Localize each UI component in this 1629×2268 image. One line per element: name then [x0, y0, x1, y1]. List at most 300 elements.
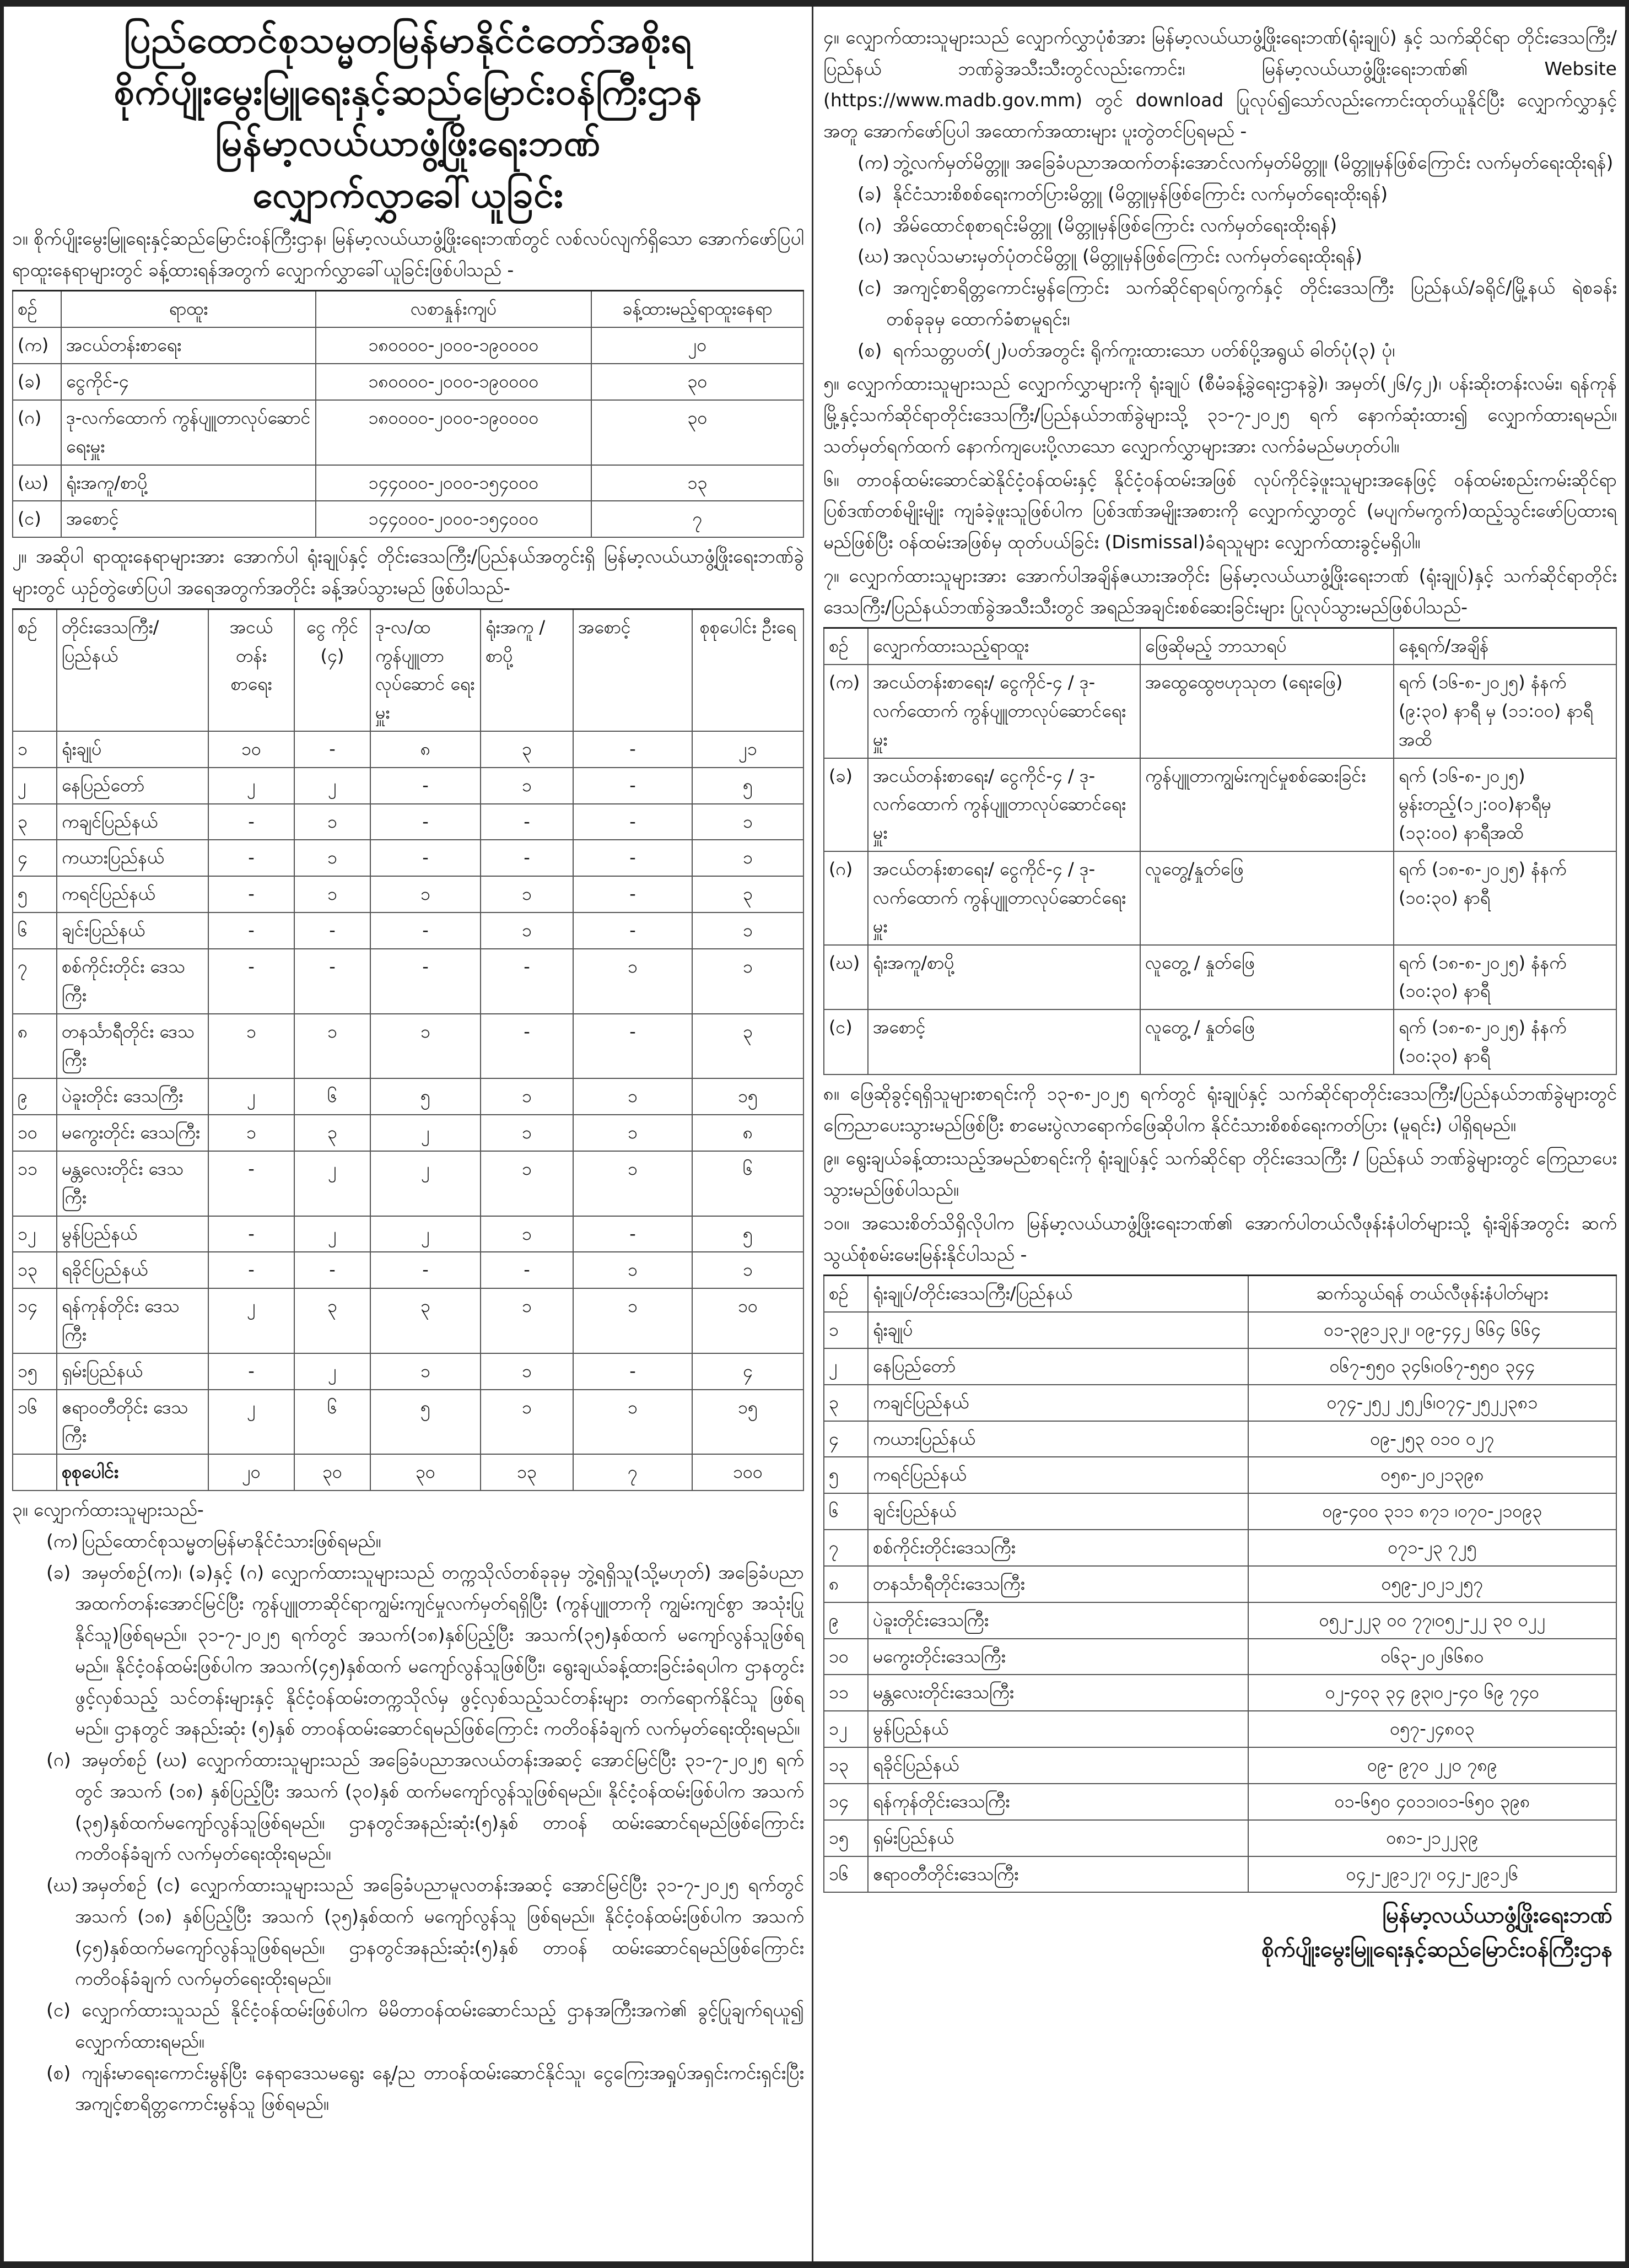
- cell: ၆: [294, 1078, 370, 1115]
- col-total: စုစုပေါင်း ဦးရေ: [692, 609, 803, 731]
- cell: ၂: [370, 1151, 481, 1216]
- col-cashier: ငွေ ကိုင် (၄): [294, 609, 370, 731]
- table-row: [824, 851, 1616, 944]
- cell: စစ်ကိုင်းတိုင်း ဒေသကြီး: [57, 949, 208, 1014]
- cell: ရခိုင်ပြည်နယ်: [57, 1252, 208, 1288]
- cell: ၈: [13, 1014, 57, 1079]
- cell: ၃: [824, 1385, 868, 1421]
- cell: ၁: [573, 1078, 692, 1115]
- table-row: [13, 1014, 803, 1079]
- cell: မွန်ပြည်နယ်: [57, 1216, 208, 1252]
- table-row: [824, 1385, 1616, 1421]
- cell: -: [573, 1014, 692, 1079]
- cell: ၁: [573, 949, 692, 1014]
- cell: ၁: [573, 1390, 692, 1455]
- cell: ၁၁: [824, 1675, 868, 1711]
- cell: ကယားပြည်နယ်: [57, 840, 208, 876]
- cell: ၃: [294, 1288, 370, 1353]
- cell: -: [208, 949, 294, 1014]
- cell: ကွန်ပျူတာကျွမ်းကျင်မှုစစ်ဆေးခြင်း: [1140, 758, 1394, 851]
- table-header-row: [13, 609, 803, 731]
- table-row: [13, 465, 803, 501]
- table-row: [13, 804, 803, 840]
- table-row: [13, 1390, 803, 1455]
- table-row: [824, 1009, 1616, 1074]
- cell: ၁: [481, 1353, 573, 1390]
- cell: ၁၀: [692, 1288, 803, 1353]
- cell: -: [208, 912, 294, 949]
- cell: ၂: [208, 768, 294, 804]
- cell: ၆: [692, 1151, 803, 1216]
- cell: ချင်းပြည်နယ်: [57, 912, 208, 949]
- col-no: စဉ်: [13, 609, 57, 731]
- cell: ၄: [824, 1421, 868, 1457]
- cell: ၁: [692, 840, 803, 876]
- cell: ရက် (၁၈-၈-၂၀၂၅) နံနက် (၁၀:၃၀) နာရီ: [1394, 1009, 1616, 1074]
- cell: ၂: [370, 1115, 481, 1151]
- cell: ၃: [13, 804, 57, 840]
- cell: အငယ်တန်းစာရေး/ ငွေကိုင်-၄ / ဒု-လက်ထောက် ကွန်ပျူတာလုပ်ဆောင်ရေးမှူး: [868, 758, 1140, 851]
- cell: ရန်ကုန်တိုင်း ဒေသကြီး: [57, 1288, 208, 1353]
- cell: ကချင်ပြည်နယ်: [57, 804, 208, 840]
- cell: ၀၉-၂၅၃ ၀၁၀ ၀၂၇: [1248, 1421, 1616, 1457]
- cell: ၁: [692, 949, 803, 1014]
- table-row: [824, 1784, 1616, 1820]
- cell: ၁၂: [824, 1711, 868, 1747]
- cell: ရန်ကုန်တိုင်းဒေသကြီး: [868, 1784, 1248, 1820]
- cell: ၀၉-၄၀၀ ၃၁၁ ၈၇၁ ၊၀၇၀-၂၁၀၉၃: [1248, 1493, 1616, 1530]
- table-row: [13, 1078, 803, 1115]
- section-3-heading: ၃။ လျှောက်ထားသူများသည်-: [12, 1499, 204, 1521]
- col-no: စဉ်: [824, 628, 868, 665]
- item-marker: (ခ): [857, 182, 882, 204]
- cell: ချင်းပြည်နယ်: [868, 1493, 1248, 1530]
- cell: ရှမ်းပြည်နယ်: [57, 1353, 208, 1390]
- table-row: [824, 1530, 1616, 1566]
- cell: ၁: [573, 1115, 692, 1151]
- list-item: [852, 210, 1617, 241]
- cell: ၁: [294, 876, 370, 912]
- col-office-helper: ရုံးအကူ /စာပို့: [481, 609, 573, 731]
- table-total-row: [13, 1454, 803, 1491]
- cell: ရက် (၁၈-၈-၂၀၂၅) နံနက် (၁၀:၃၀) နာရီ: [1394, 851, 1616, 944]
- cell: လူတွေ့ / နှုတ်ဖြေ: [1140, 945, 1394, 1010]
- cell: ၃: [692, 876, 803, 912]
- item-text: လျှောက်ထားသူသည် နိုင်ငံ့ဝန်ထမ်းဖြစ်ပါက မိမိတာဝန်ထမ်းဆောင်သည့် ဌာနအကြီးအကဲ၏ ခွင့်ပြုချက်ရယူ၍ လျှောက်ထားရမည်။: [75, 1999, 804, 2052]
- cell: -: [573, 768, 692, 804]
- cell: -: [573, 840, 692, 876]
- cell: ၄: [13, 840, 57, 876]
- table-row: [13, 501, 803, 537]
- col-position: ရာထူး: [61, 291, 316, 327]
- col-applied-position: လျှောက်ထားသည့်ရာထူး: [868, 628, 1140, 665]
- cell: ၁၈၀၀၀၀-၂၀၀၀-၁၉၀၀၀၀: [316, 327, 591, 364]
- right-column: [816, 7, 1625, 2261]
- cell: ၈: [824, 1566, 868, 1602]
- cell: ၀၆၇-၅၅၀ ၃၄၆၊၀၆၇-၅၅၀ ၃၄၄: [1248, 1348, 1616, 1385]
- cell: ၇: [13, 949, 57, 1014]
- cell: ၁: [13, 731, 57, 768]
- cell: -: [208, 1252, 294, 1288]
- table-row: [824, 1348, 1616, 1385]
- cell: ၁၃: [481, 1454, 573, 1491]
- cell: (င): [13, 501, 61, 537]
- cell: ၁၃: [13, 1252, 57, 1288]
- left-column: [4, 7, 813, 2261]
- cell: ၇: [591, 501, 803, 537]
- cell: လူတွေ့/နှုတ်ဖြေ: [1140, 851, 1394, 944]
- cell: နေပြည်တော်: [868, 1348, 1248, 1385]
- cell: ၂: [294, 768, 370, 804]
- signature-bank: မြန်မာ့လယ်ယာဖွံ့ဖြိုးရေးဘဏ်: [1382, 1903, 1612, 1929]
- cell: ၁: [294, 840, 370, 876]
- cell: ၀၉- ၉၇၀ ၂၂၀ ၇၈၉: [1248, 1747, 1616, 1784]
- table-row: [13, 327, 803, 364]
- cell: -: [208, 1216, 294, 1252]
- exam-schedule-table: [823, 627, 1617, 1075]
- cell: ၁၅: [692, 1390, 803, 1455]
- cell: ၀၇၄-၂၅၂ ၂၅၂၆၊၀၇၄-၂၅၂၂၃၈၁: [1248, 1385, 1616, 1421]
- table-row: [824, 1566, 1616, 1602]
- cell: -: [573, 731, 692, 768]
- cell: ၃၀: [370, 1454, 481, 1491]
- table-row: [13, 768, 803, 804]
- item-text: နိုင်ငံသားစိစစ်ရေးကတ်ပြားမိတ္တူ (မိတ္တူမှန်ဖြစ်ကြောင်း လက်မှတ်ရေးထိုးရန်): [893, 182, 1388, 204]
- list-item: [852, 241, 1617, 272]
- cell: ၁၃: [824, 1747, 868, 1784]
- cell: ၁၁: [13, 1151, 57, 1216]
- cell: ၀၅၉-၂၀၂၁၂၅၇: [1248, 1566, 1616, 1602]
- cell: ရက် (၁၈-၈-၂၀၂၅) နံနက် (၁၀:၃၀) နာရီ: [1394, 945, 1616, 1010]
- cell: နေပြည်တော်: [57, 768, 208, 804]
- item-marker: (ဃ): [857, 245, 889, 267]
- section-4-items: [823, 147, 1617, 366]
- table-row: [824, 758, 1616, 851]
- cell: ၁၈၀၀၀၀-၂၀၀၀-၁၉၀၀၀၀: [316, 364, 591, 400]
- table-row: [13, 1216, 803, 1252]
- cell: -: [481, 804, 573, 840]
- table-row: [13, 364, 803, 400]
- cell: တနင်္သာရီတိုင်းဒေသကြီး: [868, 1566, 1248, 1602]
- cell: ၃၀: [294, 1454, 370, 1491]
- cell: ရှမ်းပြည်နယ်: [868, 1820, 1248, 1856]
- cell: တနင်္သာရီတိုင်း ဒေသကြီး: [57, 1014, 208, 1079]
- cell: လူတွေ့ / နှုတ်ဖြေ: [1140, 1009, 1394, 1074]
- cell: -: [294, 731, 370, 768]
- cell: ရက် (၁၆-၈-၂၀၂၅) မွန်းတည့်(၁၂:၀၀)နာရီမှ (၁၃:၀၀) နာရီအထိ: [1394, 758, 1616, 851]
- cell: ၁: [481, 1288, 573, 1353]
- cell: ၁၄: [824, 1784, 868, 1820]
- cell: ၈: [692, 1115, 803, 1151]
- item-text: ကျန်းမာရေးကောင်းမွန်ပြီး နေရာဒေသမရွေး နေ့/ည တာဝန်ထမ်းဆောင်နိုင်သူ၊ ငွေကြေးအရှုပ်အရှင်းကင်းရှင်းပြီး အကျင့်စာရိတ္တကောင်းမွန်သူ ဖြစ်ရမည်။: [75, 2061, 804, 2115]
- cell: ၁: [573, 1252, 692, 1288]
- cell: -: [573, 1353, 692, 1390]
- table-row: [13, 840, 803, 876]
- col-no: စဉ်: [13, 291, 61, 327]
- item-text: ရက်သတ္တပတ်(၂)ပတ်အတွင်း ရိုက်ကူးထားသော ပတ်စ်ပို့အရွယ် ဓါတ်ပုံ(၃) ပုံ၊: [893, 339, 1395, 361]
- cell: ၁: [294, 804, 370, 840]
- col-computer-operator: ဒု-လ/ထ ကွန်ပျူတာ လုပ်ဆောင် ရေးမှူး: [370, 609, 481, 731]
- table-row: [13, 1151, 803, 1216]
- cell: ပဲခူးတိုင်းဒေသကြီး: [868, 1602, 1248, 1639]
- cell: ၅: [692, 1216, 803, 1252]
- cell: -: [481, 840, 573, 876]
- cell: ၁: [481, 1151, 573, 1216]
- cell: အငယ်တန်းစာရေး/ ငွေကိုင်-၄ / ဒု-လက်ထောက် ကွန်ပျူတာလုပ်ဆောင်ရေးမှူး: [868, 665, 1140, 758]
- cell: ဧရာဝတီတိုင်းဒေသကြီး: [868, 1856, 1248, 1893]
- cell: ၂: [208, 1078, 294, 1115]
- item-marker: (င): [46, 1999, 71, 2021]
- cell: ၁၀: [824, 1639, 868, 1675]
- title-ministry: စိုက်ပျိုးမွေးမြူရေးနှင့်ဆည်မြောင်းဝန်ကြီးဌာန: [114, 70, 703, 113]
- cell: -: [370, 840, 481, 876]
- cell: ငွေကိုင်-၄: [61, 364, 316, 400]
- cell: ၁: [692, 804, 803, 840]
- cell: (ဂ): [824, 851, 868, 944]
- cell: ၁၆: [824, 1856, 868, 1893]
- item-marker: (က): [46, 1530, 79, 1552]
- section-7-text: ၇။ လျှောက်ထားသူများအား အောက်ပါအချိန်ဇယားအတိုင်း မြန်မာ့လယ်ယာဖွံ့ဖြိုးရေးဘဏ် (ရုံးချုပ်)နှင့် သက်ဆိုင်ရာတိုင်းဒေသကြီး/ပြည်နယ်ဘဏ်ခွဲအသီးသီးတွင် အရည်အချင်းစစ်ဆေးခြင်းများ ပြုလုပ်သွားမည်ဖြစ်ပါသည်-: [823, 564, 1617, 618]
- cell: ၂: [294, 1216, 370, 1252]
- col-office: ရုံးချုပ်/တိုင်းဒေသကြီး/ပြည်နယ်: [868, 1276, 1248, 1312]
- list-item: [41, 1995, 804, 2058]
- section-10-text: ၁၀။ အသေးစိတ်သိရှိလိုပါက မြန်မာ့လယ်ယာဖွံ့ဖြိုးရေးဘဏ်၏ အောက်ပါတယ်လီဖုန်းနံပါတ်များသို့ ရုံးချိန်အတွင်း ဆက်သွယ်စုံစမ်းမေးမြန်းနိုင်ပါသည် -: [823, 1212, 1617, 1265]
- cell: ၁: [370, 1353, 481, 1390]
- item-text: အိမ်ထောင်စုစာရင်းမိတ္တူ (မိတ္တူမှန်ဖြစ်ကြောင်း လက်မှတ်ရေးထိုးရန်): [893, 214, 1337, 236]
- cell: အစောင့်: [868, 1009, 1140, 1074]
- table-row: [13, 400, 803, 465]
- col-phone: ဆက်သွယ်ရန် တယ်လီဖုန်းနံပါတ်များ: [1248, 1276, 1616, 1312]
- cell: ၀၈၁-၂၁၂၂၃၉: [1248, 1820, 1616, 1856]
- cell: အစောင့်: [61, 501, 316, 537]
- cell: -: [573, 912, 692, 949]
- cell: အထွေထွေဗဟုသုတ (ရေးဖြေ): [1140, 665, 1394, 758]
- cell: ၃: [481, 731, 573, 768]
- item-marker: (စ): [46, 2061, 71, 2083]
- cell: ၁: [481, 1216, 573, 1252]
- cell: ၁၆: [13, 1390, 57, 1455]
- cell: ၂: [13, 768, 57, 804]
- table-row: [824, 1639, 1616, 1675]
- cell: ပဲခူးတိုင်း ဒေသကြီး: [57, 1078, 208, 1115]
- item-marker: (ဃ): [46, 1874, 78, 1896]
- table-row: [13, 1115, 803, 1151]
- cell: ၉: [13, 1078, 57, 1115]
- cell: ၀၅၈-၂၀၂၁၃၉၈: [1248, 1457, 1616, 1493]
- cell: ရုံးချုပ်: [57, 731, 208, 768]
- table-row: [13, 1288, 803, 1353]
- cell: မန္တလေးတိုင်း ဒေသကြီး: [57, 1151, 208, 1216]
- cell: -: [208, 1353, 294, 1390]
- cell: ၀၁-၆၅၀ ၄၀၁၁၊၀၁-၆၅၀ ၃၉၈: [1248, 1784, 1616, 1820]
- cell: ရုံးအကူ/စာပို့: [868, 945, 1140, 1010]
- cell: ကယားပြည်နယ်: [868, 1421, 1248, 1457]
- cell: ၅: [370, 1390, 481, 1455]
- table-row: [824, 1312, 1616, 1348]
- cell: ၆: [13, 912, 57, 949]
- cell: ၁: [481, 912, 573, 949]
- item-text: အမှတ်စဉ် (င) လျှောက်ထားသူများသည် အခြေခံပညာမူလတန်းအဆင့် အောင်မြင်ပြီး ၃၁-၇-၂၀၂၅ ရက်တွင် အသက် (၁၈) နှစ်ပြည့်ပြီး အသက် (၃၅)နှစ်ထက် မကျော်လွန်သူ ဖြစ်ရမည်။ နိုင်ငံ့ဝန်ထမ်းဖြစ်ပါက အသက် (၄၅)နှစ်ထက်မကျော်လွန်သူဖြစ်ရမည်။ ဌာနတွင်အနည်းဆုံး(၅)နှစ် တာဝန် ထမ်းဆောင်ရမည်ဖြစ်ကြောင်း ကတိဝန်ခံချက် လက်မှတ်ရေးထိုးရမည်။: [75, 1874, 804, 1990]
- section-5-text: ၅။ လျှောက်ထားသူများသည် လျှောက်လွှာများကို ရုံးချုပ် (စီမံခန့်ခွဲရေးဌာနခွဲ)၊ အမှတ်(၂၆/၄၂)၊ ပန်းဆိုးတန်းလမ်း၊ ရန်ကုန်မြို့နှင့်သက်ဆိုင်ရာတိုင်းဒေသကြီး/ပြည်နယ်ဘဏ်ခွဲများသို့ ၃၁-၇-၂၀၂၅ ရက် နောက်ဆုံးထား၍ လျှောက်ထားရမည်။ သတ်မှတ်ရက်ထက် နောက်ကျပေးပို့လာသော လျှောက်လွှာများအား လက်ခံမည်မဟုတ်ပါ။: [823, 372, 1617, 457]
- table-header-row: [13, 291, 803, 327]
- cell: မွန်ပြည်နယ်: [868, 1711, 1248, 1747]
- cell: -: [294, 912, 370, 949]
- cell: ရုံးအကူ/စာပို့: [61, 465, 316, 501]
- section-6-text: ၆။ တာဝန်ထမ်းဆောင်ဆဲနိုင်ငံ့ဝန်ထမ်းနှင့် နိုင်ငံ့ဝန်ထမ်းအဖြစ် လုပ်ကိုင်ခဲ့ဖူးသူများအနေဖြင့် ဝန်ထမ်းစည်းကမ်းဆိုင်ရာ ပြစ်ဒဏ်တစ်မျိုးမျိုး ကျခံခဲ့ဖူးသူဖြစ်ပါက ပြစ်ဒဏ်အမျိုးအစားကို လျှောက်လွှာတွင် (မပျက်မကွက်)ထည့်သွင်းဖော်ပြထားရမည်ဖြစ်ပြီး ဝန်ထမ်းအဖြစ်မှ ထုတ်ပယ်ခြင်း (Dismissal)ခံရသူများ လျှောက်ထားခွင့်မရှိပါ။: [823, 468, 1617, 553]
- cell: မန္တလေးတိုင်းဒေသကြီး: [868, 1675, 1248, 1711]
- cell: အငယ်တန်းစာရေး: [61, 327, 316, 364]
- cell: (က): [13, 327, 61, 364]
- list-item: [852, 335, 1617, 366]
- cell: (ခ): [13, 364, 61, 400]
- cell: ရခိုင်ပြည်နယ်: [868, 1747, 1248, 1784]
- cell: (ဂ): [13, 400, 61, 465]
- table-header-row: [824, 628, 1616, 665]
- cell: ၁: [481, 876, 573, 912]
- cell: ရုံးချုပ်: [868, 1312, 1248, 1348]
- section-2-text: ၂။ အဆိုပါ ရာထူးနေရာများအား အောက်ပါ ရုံးချုပ်နှင့် တိုင်းဒေသကြီး/ပြည်နယ်အတွင်းရှိ မြန်မာ့လယ်ယာဖွံ့ဖြိုးရေးဘဏ်ခွဲများတွင် ယှဉ်တွဲဖော်ပြပါ အရေအတွက်အတိုင်း ခန့်အပ်သွားမည် ဖြစ်ပါသည်-: [12, 546, 804, 598]
- cell: ၃: [692, 1014, 803, 1079]
- cell: ၁၀: [13, 1115, 57, 1151]
- item-marker: (က): [857, 152, 890, 173]
- item-text: အမှတ်စဉ်(က)၊ (ခ)နှင့် (ဂ) လျှောက်ထားသူများသည် တက္ကသိုလ်တစ်ခုခုမှ ဘွဲ့ရရှိသူ(သို့မဟုတ်) အခြေခံပညာအထက်တန်းအောင်မြင်ပြီး ကွန်ပျူတာဆိုင်ရာကျွမ်းကျင်မှုလက်မှတ်ရရှိပြီး (ကွန်ပျူတာကို ကျွမ်းကျင်စွာ အသုံးပြုနိုင်သူ)ဖြစ်ရမည်။ ၃၁-၇-၂၀၂၅ ရက်တွင် အသက်(၁၈)နှစ်ပြည့်ပြီး အသက်(၃၅)နှစ်ထက် မကျော်လွန်သူဖြစ်ရမည်။ နိုင်ငံ့ဝန်ထမ်းဖြစ်ပါက အသက်(၄၅)နှစ်ထက် မကျော်လွန်သူဖြစ်ပြီး၊ ရွေးချယ်ခန့်ထားခြင်းခံရပါက ဌာနတွင်းဖွင့်လှစ်သည့် သင်တန်းများနှင့် နိုင်ငံ့ဝန်ထမ်းတက္ကသိုလ်မှ ဖွင့်လှစ်သည့်သင်တန်းများ တက်ရောက်နိုင်သူ ဖြစ်ရမည်။ ဌာနတွင် အနည်းဆုံး (၅)နှစ် တာဝန်ထမ်းဆောင်ရမည်ဖြစ်ကြောင်း ကတိဝန်ခံချက် လက်မှတ်ရေးထိုးရမည်။: [75, 1561, 804, 1740]
- signature-block: [823, 1898, 1617, 1967]
- table-row: [824, 1820, 1616, 1856]
- cell: ၀၅၇-၂၄၈၀၃: [1248, 1711, 1616, 1747]
- cell: ၅: [692, 768, 803, 804]
- table-row: [824, 1421, 1616, 1457]
- contact-phone-table: [823, 1275, 1617, 1893]
- table-row: [824, 665, 1616, 758]
- item-marker: (ခ): [46, 1561, 71, 1583]
- cell: ၃: [370, 1288, 481, 1353]
- cell: -: [208, 1151, 294, 1216]
- cell: -: [208, 840, 294, 876]
- cell: -: [370, 804, 481, 840]
- cell: (ခ): [824, 758, 868, 851]
- item-marker: (ဂ): [46, 1749, 71, 1771]
- cell: ၁၄: [13, 1288, 57, 1353]
- item-text: အမှတ်စဉ် (ဃ) လျှောက်ထားသူများသည် အခြေခံပညာအလယ်တန်းအဆင့် အောင်မြင်ပြီး ၃၁-၇-၂၀၂၅ ရက်တွင် အသက် (၁၈) နှစ်ပြည့်ပြီး အသက် (၃၀)နှစ် ထက်မကျော်လွန်သူဖြစ်ရမည်။ နိုင်ငံ့ဝန်ထမ်းဖြစ်ပါက အသက် (၃၅)နှစ်ထက်မကျော်လွန်သူဖြစ်ရမည်။ ဌာနတွင်အနည်းဆုံး(၅)နှစ် တာဝန် ထမ်းဆောင်ရမည်ဖြစ်ကြောင်း ကတိဝန်ခံချက် လက်မှတ်ရေးထိုးရမည်။: [75, 1749, 804, 1865]
- cell: ၁: [370, 1014, 481, 1079]
- cell: -: [294, 949, 370, 1014]
- cell: ဧရာဝတီတိုင်း ဒေသကြီး: [57, 1390, 208, 1455]
- table-row: [824, 1856, 1616, 1893]
- table-row: [824, 1493, 1616, 1530]
- cell: ၁၀၀: [692, 1454, 803, 1491]
- cell: -: [370, 912, 481, 949]
- item-marker: (ဂ): [857, 214, 882, 236]
- cell: ၉: [824, 1602, 868, 1639]
- cell: ၅: [13, 876, 57, 912]
- table-row: [13, 731, 803, 768]
- cell: ၁: [573, 1288, 692, 1353]
- item-text: ပြည်ထောင်စုသမ္မတမြန်မာနိုင်ငံသားဖြစ်ရမည်။: [82, 1530, 381, 1552]
- cell: ၁: [294, 1014, 370, 1079]
- cell: ၁: [208, 1014, 294, 1079]
- cell: ၁: [824, 1312, 868, 1348]
- cell: ၂: [208, 1390, 294, 1455]
- cell: ၁: [208, 1115, 294, 1151]
- cell: ၁: [481, 1115, 573, 1151]
- cell: စုစုပေါင်း: [57, 1454, 208, 1491]
- cell: -: [208, 876, 294, 912]
- table-row: [824, 1675, 1616, 1711]
- title-announcement: လျှောက်လွှာခေါ်ယူခြင်း: [252, 174, 564, 217]
- col-junior-clerk: အငယ် တန်း စာရေး: [208, 609, 294, 731]
- col-salary: လစာနှုန်းကျပ်: [316, 291, 591, 327]
- cell: ၆: [824, 1493, 868, 1530]
- table-row: [824, 1602, 1616, 1639]
- table-row: [824, 945, 1616, 1010]
- cell: [13, 1454, 57, 1491]
- table-row: [13, 912, 803, 949]
- cell: -: [481, 1252, 573, 1288]
- cell: ၁: [692, 912, 803, 949]
- col-guard: အစောင့်: [573, 609, 692, 731]
- table-header-row: [824, 1276, 1616, 1312]
- cell: ၁: [370, 876, 481, 912]
- cell: ၅: [370, 1078, 481, 1115]
- cell: -: [573, 876, 692, 912]
- title-government: ပြည်ထောင်စုသမ္မတမြန်မာနိုင်ငံတော်အစိုးရ: [123, 19, 693, 61]
- cell: ၁: [481, 768, 573, 804]
- signature-ministry: စိုက်ပျိုးမွေးမြူရေးနှင့်ဆည်မြောင်းဝန်ကြီးဌာန: [1261, 1937, 1612, 1963]
- cell: ၃၀: [591, 364, 803, 400]
- cell: ၇: [824, 1530, 868, 1566]
- cell: ၃၀: [591, 400, 803, 465]
- cell: ၁၅: [824, 1820, 868, 1856]
- positions-table: [12, 290, 804, 538]
- section-8-text: ၈။ ဖြေဆိုခွင့်ရရှိသူများစာရင်းကို ၁၃-၈-၂၀၂၅ ရက်တွင် ရုံးချုပ်နှင့် သက်ဆိုင်ရာတိုင်းဒေသကြီး/ပြည်နယ်ဘဏ်ခွဲများတွင် ကြေညာပေးသွားမည်ဖြစ်ပြီး စာမေးပွဲလာရောက်ဖြေဆိုပါက နိုင်ငံသားစိစစ်ရေးကတ်ပြား (မူရင်း) ပါရှိရမည်။: [823, 1082, 1617, 1136]
- notice-title: [12, 7, 804, 221]
- section-9-text: ၉။ ရွေးချယ်ခန့်ထားသည့်အမည်စာရင်းကို ရုံးချုပ်နှင့် သက်ဆိုင်ရာ တိုင်းဒေသကြီး / ပြည်နယ် ဘဏ်ခွဲများတွင် ကြေညာပေးသွားမည်ဖြစ်ပါသည်။: [823, 1147, 1617, 1201]
- cell: -: [370, 1252, 481, 1288]
- item-marker: (စ): [857, 339, 882, 361]
- cell: ၂၀: [591, 327, 803, 364]
- cell: ၀၆၃-၂၀၂၆၆၈၀: [1248, 1639, 1616, 1675]
- table-row: [13, 1353, 803, 1390]
- cell: -: [370, 768, 481, 804]
- cell: ၀၇၁-၂၃ ၇၂၅: [1248, 1530, 1616, 1566]
- cell: ၀၂-၄၀၃ ၃၄ ၉၃၊၀၂-၄၀ ၆၉ ၇၄၀: [1248, 1675, 1616, 1711]
- cell: မကွေးတိုင်း ဒေသကြီး: [57, 1115, 208, 1151]
- cell: (က): [824, 665, 868, 758]
- cell: ၁၅: [692, 1078, 803, 1115]
- cell: ၁၈၀၀၀၀-၂၀၀၀-၁၉၀၀၀၀: [316, 400, 591, 465]
- cell: ရက် (၁၆-၈-၂၀၂၅) နံနက် (၉:၃၀) နာရီ မှ (၁၁:၀၀) နာရီအထိ: [1394, 665, 1616, 758]
- cell: ၇: [573, 1454, 692, 1491]
- cell: -: [370, 949, 481, 1014]
- cell: ၁: [573, 1151, 692, 1216]
- cell: ၅: [824, 1457, 868, 1493]
- cell: -: [481, 1014, 573, 1079]
- table-row: [13, 949, 803, 1014]
- table-row: [824, 1711, 1616, 1747]
- item-marker: (င): [857, 277, 882, 298]
- cell: ၀၁-၃၉၁၂၃၂၊ ၀၉-၄၄၂ ၆၆၄ ၆၆၄: [1248, 1312, 1616, 1348]
- cell: ၀၅၂-၂၂၃ ၀၀ ၇၇၊၀၅၂-၂၂ ၃၀ ၀၂၂: [1248, 1602, 1616, 1639]
- list-item: [41, 2058, 804, 2120]
- cell: ၁: [481, 1390, 573, 1455]
- cell: -: [294, 1252, 370, 1288]
- cell: ကရင်ပြည်နယ်: [57, 876, 208, 912]
- list-item: [852, 147, 1617, 179]
- cell: ၂၀: [208, 1454, 294, 1491]
- cell: -: [573, 1216, 692, 1252]
- cell: အငယ်တန်းစာရေး/ ငွေကိုင်-၄ / ဒု-လက်ထောက် ကွန်ပျူတာလုပ်ဆောင်ရေးမှူး: [868, 851, 1140, 944]
- cell: ၁၅: [13, 1353, 57, 1390]
